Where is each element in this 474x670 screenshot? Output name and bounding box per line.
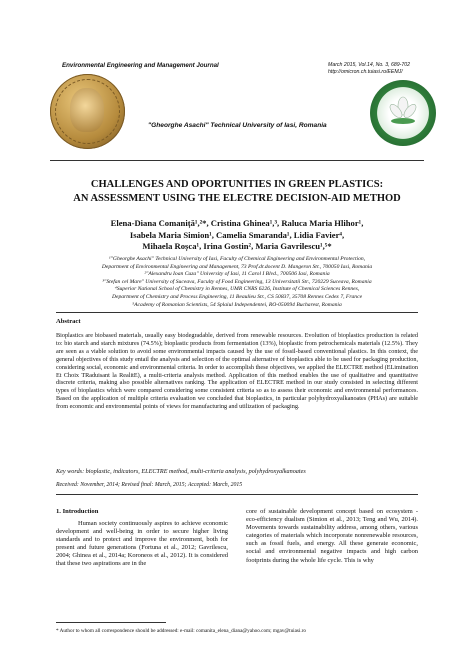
affiliation-line: ²"Alexandru Ioan Cuza" University of Iasi, 11 Carol I Blvd., 700506 Iasi, Romania (144, 271, 330, 278)
abstract-bottom-rule (56, 494, 418, 495)
footnote-rule (56, 622, 166, 623)
affiliation-line: Department of Environmental Engineering and Management, 73 Prof.dr.docent D. Mangeron Str., 700050 Iasi, Romania (101, 263, 373, 270)
journal-lotus-logo (370, 80, 436, 146)
journal-name: Environmental Engineering and Management Journal (62, 62, 219, 69)
author-line: Isabela Maria Simion¹, Camelia Smaranda¹, Lidia Favier⁴, (129, 229, 345, 240)
paper-title (50, 178, 424, 206)
title-line: AN ASSESSMENT USING THE ELECTRE DECISION-AID METHOD (73, 193, 401, 204)
university-medal-logo (50, 74, 125, 149)
lotus-icon (388, 96, 418, 126)
header-divider (50, 160, 424, 161)
issue-line: March 2015, Vol.14, No. 3, 689-702 (328, 62, 410, 68)
issue-info (328, 62, 410, 76)
affiliation-line: ⁴Superior National School of Chemistry in Rennes, UMR CNRS 6226, Institute of Chemical Sciences Rennes, (114, 286, 360, 293)
author-line: Mihaela Roșca¹, Irina Gostin², Maria Gavrilescu¹,⁵* (142, 241, 332, 251)
keywords: Key words: bioplastic, indicators, ELECTRE method, multi-criteria analysis, polyhydroxyalkanoates (56, 468, 306, 475)
affiliation-line: ⁵Academy of Romanian Scientists, 54 Splaiul Independentei, RO-050094 Bucharest, Romania (132, 301, 342, 308)
abstract-body: Bioplastics are biobased materials, usually easy biodegradable, derived from renewable resources. Evolution of bioplastics production is related to: bio starch and starch mixtures (74.5%); bioplastic products from fermentation (13%), bioplastic from petrochemicals materials (12.5%). They are seen as a viable solution to avoid some environmental impacts caused by the use of fossil-based conventional plastics. In this context, the general objectives of this study entail the analysis and selection of the optimal alternative of bioplastics able to be used for packaging production, considering social, economic and environmental criteria. In order to accomplish these objectives, we applied the ELECTRE method (ELimination Et Choix TRaduisant la RealitE), a multi-criteria analysis method. Application of this method enables the use of qualitative and quantitative discrete criteria, making also possible alternatives ranking. The application of ELECTRE method in our study consisted in selecting different types of bioplastics which were compared considering some consistent criteria so as to assess their economic and environmental performances. Based on the application of multiple criteria evaluation we concluded that bioplastics, in particular polyhydroxyalkanoates (PHAs) are suitable from economic and environmental points of views for manufacturing and utilization of packaging. (56, 332, 418, 411)
abstract-heading: Abstract (56, 318, 81, 325)
intro-column-right: core of sustainable development concept based on ecosystem - eco-efficiency dualism (Simion et al., 2013; Teng and Wu, 2014). Movements towards sustainability address, among others, various categories of materials which incorporate nonrenewable resources, such as fossil fuels, and energy. All these generate economic, social and environmental negative impacts and high carbon footprints during the whole life cycle. This is why (246, 508, 418, 564)
footnote: * Author to whom all correspondence should be addressed: e-mail: comanita_elena_diana@yahoo.com; mgav@tuiasi.ro (56, 628, 306, 634)
title-line: CHALLENGES AND OPORTUNITIES IN GREEN PLASTICS: (90, 179, 384, 190)
affiliations (56, 256, 418, 309)
affiliation-line: ¹"Gheorghe Asachi" Technical University of Iasi, Faculty of Chemical Engineering and Environmental Protection, (108, 256, 366, 262)
intro-column-left: Human society continuously aspires to achieve economic development and well-being in order to secure higher living standards and to protect and improve the environment, both for present and future generations (Fortuna et al., 2012; Gavrilescu, 2004; Ghinea et al., 2014a; Koroneos et al., 2012). It is considered that these two aspirations are in the (56, 520, 228, 568)
affiliation-line: Department of Chemistry and Process Engineering, 11 Beaulieu Str., CS 50837, 35708 Rennes Cedex 7, France (111, 293, 363, 300)
abstract-top-rule (56, 312, 418, 313)
medal-portrait (70, 88, 104, 132)
university-name: "Gheorghe Asachi" Technical University of Iasi, Romania (148, 122, 327, 129)
section-heading: 1. Introduction (56, 508, 99, 515)
journal-url[interactable]: http://omicron.ch.tuiasi.ro/EEMJ/ (328, 69, 403, 75)
author-list (50, 218, 424, 253)
affiliation-line: ³"Stefan cel Mare" University of Suceava, Faculty of Food Engineering, 13 Universitatii Str., 720229 Suceava, Romania (102, 278, 372, 285)
received-dates: Received: November, 2014; Revised final: March, 2015; Accepted: March, 2015 (56, 482, 243, 488)
author-line: Elena-Diana Comaniță¹,²*, Cristina Ghinea¹,³, Raluca Maria Hlihor¹, (110, 218, 364, 228)
